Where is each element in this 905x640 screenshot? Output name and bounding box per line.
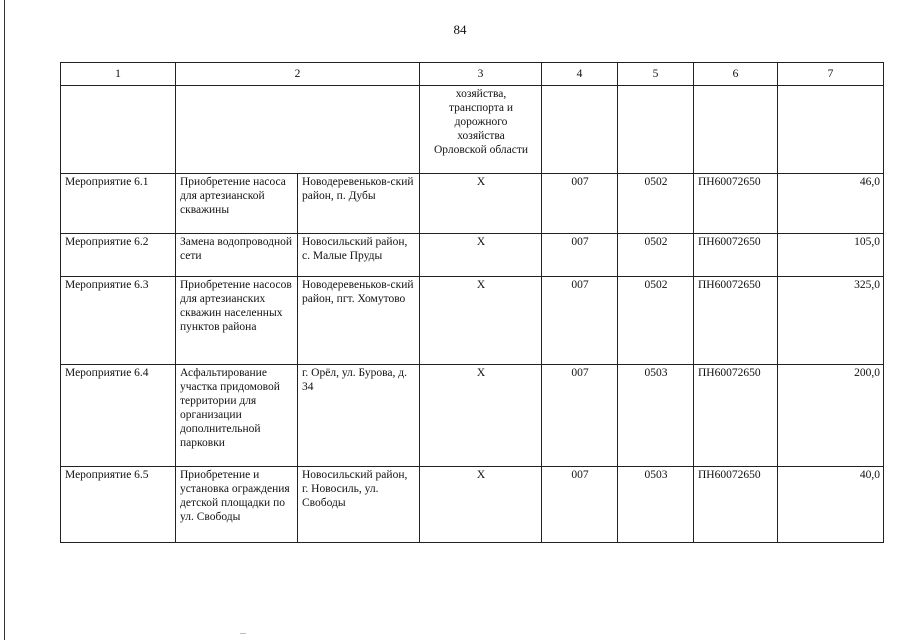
event-location: г. Орёл, ул. Бурова, д. 34 bbox=[298, 365, 420, 467]
empty-cell bbox=[618, 86, 694, 174]
col4-value: 007 bbox=[542, 365, 618, 467]
event-location: Новосильский район, г. Новосиль, ул. Свободы bbox=[298, 467, 420, 543]
col7-value: 40,0 bbox=[778, 467, 884, 543]
event-description: Приобретение и установка ограждения детской площадки по ул. Свободы bbox=[176, 467, 298, 543]
empty-cell bbox=[778, 86, 884, 174]
event-number: Мероприятие 6.2 bbox=[61, 234, 176, 277]
event-number: Мероприятие 6.1 bbox=[61, 174, 176, 234]
column-number: 5 bbox=[618, 63, 694, 86]
event-number: Мероприятие 6.3 bbox=[61, 277, 176, 365]
col4-value: 007 bbox=[542, 234, 618, 277]
col6-value: ПН60072650 bbox=[694, 467, 778, 543]
table-row bbox=[61, 467, 884, 543]
responsible-body-line: дорожного bbox=[454, 116, 508, 128]
col5-value: 0503 bbox=[618, 365, 694, 467]
scan-artifact bbox=[240, 633, 246, 634]
col5-value: 0502 bbox=[618, 277, 694, 365]
col7-value: 105,0 bbox=[778, 234, 884, 277]
col6-value: ПН60072650 bbox=[694, 234, 778, 277]
page-number: 84 bbox=[453, 22, 467, 37]
column-number: 7 bbox=[778, 63, 884, 86]
column-number: 2 bbox=[176, 63, 420, 86]
event-description: Асфальтирование участка придомовой территории для организации дополнительной парковки bbox=[176, 365, 298, 467]
event-location: Новодеревеньков-ский район, пгт. Хомутово bbox=[298, 277, 420, 365]
col6-value: ПН60072650 bbox=[694, 365, 778, 467]
column-number: 4 bbox=[542, 63, 618, 86]
event-description: Приобретение насосов для артезианских скважин населенных пунктов района bbox=[176, 277, 298, 365]
continuation-row bbox=[61, 86, 884, 174]
col5-value: 0503 bbox=[618, 467, 694, 543]
col7-value: 200,0 bbox=[778, 365, 884, 467]
empty-cell bbox=[542, 86, 618, 174]
event-location: Новосильский район, с. Малые Пруды bbox=[298, 234, 420, 277]
col3-value: Х bbox=[420, 365, 542, 467]
col4-value: 007 bbox=[542, 174, 618, 234]
responsible-body-line: хозяйства, bbox=[455, 88, 507, 100]
event-description: Приобретение насоса для артезианской скважины bbox=[176, 174, 298, 234]
event-location: Новодеревеньков-ский район, п. Дубы bbox=[298, 174, 420, 234]
column-number-row bbox=[61, 63, 884, 86]
table-row bbox=[61, 174, 884, 234]
col7-value: 46,0 bbox=[778, 174, 884, 234]
col6-value: ПН60072650 bbox=[694, 174, 778, 234]
column-number: 6 bbox=[694, 63, 778, 86]
col4-value: 007 bbox=[542, 277, 618, 365]
col7-value: 325,0 bbox=[778, 277, 884, 365]
col6-value: ПН60072650 bbox=[694, 277, 778, 365]
col3-value: Х bbox=[420, 174, 542, 234]
table-row bbox=[61, 365, 884, 467]
left-margin-rule bbox=[4, 0, 5, 640]
col4-value: 007 bbox=[542, 467, 618, 543]
responsible-body-line: хозяйства bbox=[457, 130, 505, 142]
column-number: 3 bbox=[420, 63, 542, 86]
event-number: Мероприятие 6.4 bbox=[61, 365, 176, 467]
responsible-body-line: транспорта и bbox=[448, 102, 514, 114]
responsible-body-cell bbox=[420, 86, 542, 174]
column-number: 1 bbox=[61, 63, 176, 86]
empty-cell bbox=[176, 86, 420, 174]
col3-value: Х bbox=[420, 277, 542, 365]
responsible-body-line: Орловской области bbox=[433, 144, 529, 156]
empty-cell bbox=[694, 86, 778, 174]
event-number: Мероприятие 6.5 bbox=[61, 467, 176, 543]
table-row bbox=[61, 277, 884, 365]
col3-value: Х bbox=[420, 234, 542, 277]
budget-table bbox=[60, 62, 884, 543]
empty-cell bbox=[61, 86, 176, 174]
event-description: Замена водопроводной сети bbox=[176, 234, 298, 277]
col5-value: 0502 bbox=[618, 174, 694, 234]
col3-value: Х bbox=[420, 467, 542, 543]
col5-value: 0502 bbox=[618, 234, 694, 277]
table-row bbox=[61, 234, 884, 277]
